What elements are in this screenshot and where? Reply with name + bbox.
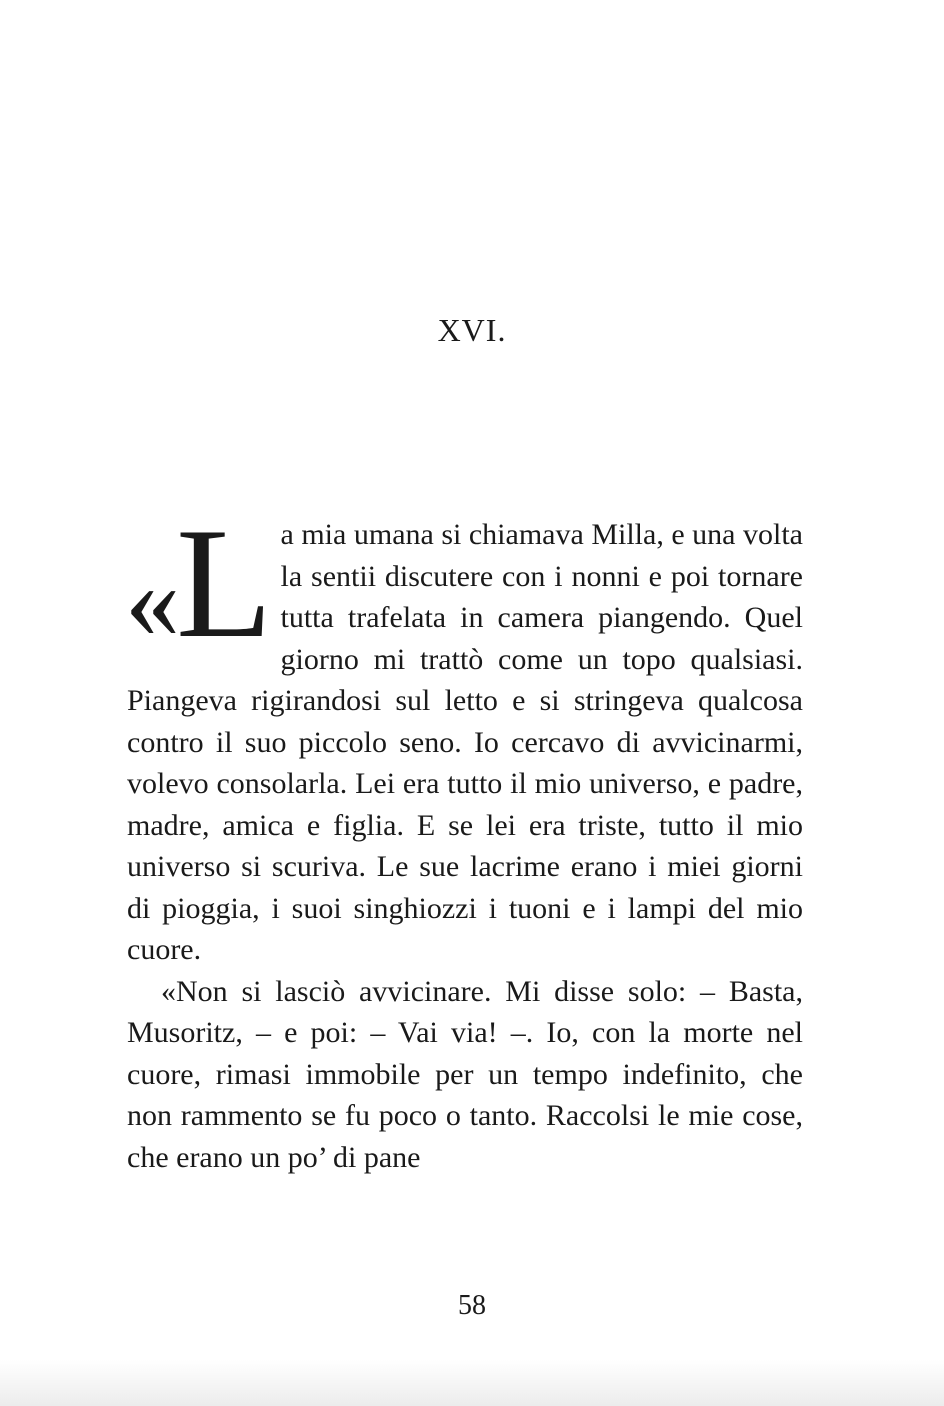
paragraph-1-text: a mia umana si chiamava Milla, e una volta la sentii discutere con i nonni e poi tornare tutta trafelata in camera piangendo. Quel giorno mi trattò come un topo qualsiasi. Piangeva rigirandosi sul letto e si stringeva qualcosa contro il suo piccolo seno. Io cercavo di avvicinarmi, volevo consolarla. Lei era tutto il mio universo, e padre, madre, amica e figlia. E se lei era triste, tutto il mio universo si scuriva. Le sue lacrime erano i miei giorni di pioggia, i suoi singhiozzi i tuoni e i lampi del mio cuore.: [127, 518, 803, 966]
bottom-shade: [0, 1360, 944, 1406]
chapter-title: XVI.: [437, 312, 507, 348]
drop-cap: [125, 495, 273, 671]
drop-cap-letter: L: [176, 495, 273, 671]
chapter-body: [125, 495, 803, 1178]
paragraph-2: «Non si lasciò avvicinare. Mi disse solo: – Basta, Musoritz, – e poi: – Vai via! –. Io, con la morte nel cuore, rimasi immobile per un tempo indefinito, che non rammento se fu poco o tanto. Raccolsi le mie cose, che erano un po’ di pane: [127, 974, 803, 1174]
paragraph-1: [125, 495, 803, 971]
drop-cap-guillemet: «: [125, 539, 174, 661]
page-number: 58: [458, 1290, 486, 1321]
